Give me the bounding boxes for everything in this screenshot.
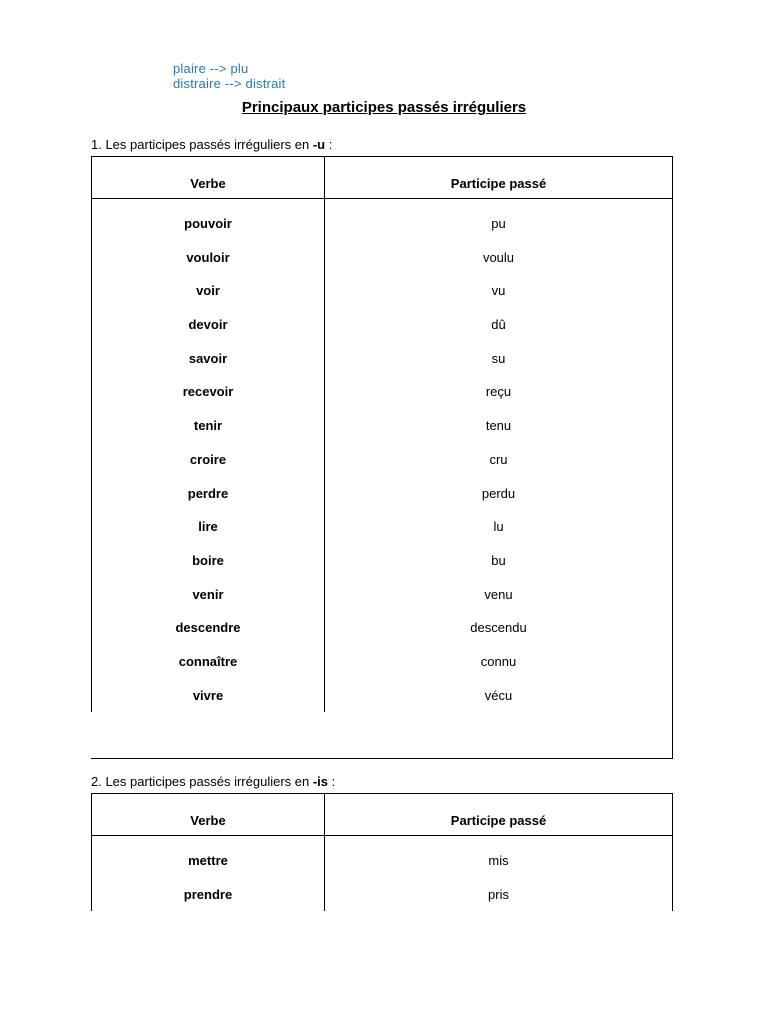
table-body: [92, 836, 672, 912]
participle-cell: connu: [480, 653, 517, 669]
participle-cell: bu: [491, 552, 506, 568]
table-row: [92, 309, 672, 343]
verb-cell: savoir: [188, 350, 228, 366]
header-verbe: Verbe: [190, 176, 226, 191]
table-is-participles: [91, 793, 673, 911]
participle-cell: vécu: [484, 687, 513, 703]
verb-cell: venir: [192, 586, 224, 602]
table-row: [92, 511, 672, 545]
participle-cell: tenu: [485, 418, 512, 434]
verb-cell: perdre: [187, 485, 229, 501]
table-body: [92, 199, 672, 713]
table-header: [92, 157, 672, 199]
table-row: [92, 343, 672, 377]
table-row: [92, 579, 672, 613]
table-row: [92, 208, 672, 242]
participle-cell: pu: [491, 216, 506, 231]
section-1-heading-end: :: [325, 137, 333, 152]
header-participe: Participe passé: [450, 813, 547, 828]
participle-cell: pris: [488, 886, 509, 902]
example-line-plaire: plaire --> plu: [173, 61, 249, 76]
table-row: [92, 680, 672, 714]
participle-cell: reçu: [485, 384, 512, 400]
table-row: [92, 444, 672, 478]
table-row: [92, 545, 672, 579]
table-u-bottom-box: [91, 712, 673, 759]
section-1-heading-suffix: -u: [312, 137, 326, 152]
participle-cell: cru: [489, 451, 508, 467]
table-row: [92, 646, 672, 680]
participle-cell: venu: [484, 586, 513, 602]
participle-cell: lu: [493, 519, 504, 535]
participle-cell: vu: [491, 283, 506, 299]
table-u-participles: [91, 156, 673, 712]
participle-cell: dû: [491, 317, 506, 333]
table-row: [92, 612, 672, 646]
example-line-distraire: distraire --> distrait: [173, 76, 286, 91]
verb-cell: recevoir: [182, 384, 234, 400]
verb-cell: descendre: [175, 620, 241, 636]
verb-cell: devoir: [188, 317, 228, 333]
page-title: Principaux participes passés irréguliers: [241, 99, 527, 116]
section-2-heading-suffix: -is: [312, 774, 329, 789]
table-row: [92, 478, 672, 512]
section-1-heading-text: 1. Les participes passés irréguliers en: [91, 137, 313, 152]
verb-cell: vivre: [192, 687, 224, 703]
participle-cell: voulu: [482, 249, 515, 265]
table-row: [92, 275, 672, 309]
verb-cell: pouvoir: [184, 216, 232, 231]
section-1-heading: [91, 137, 332, 152]
verb-cell: boire: [192, 552, 224, 568]
participle-cell: su: [491, 350, 506, 366]
section-2-heading: [91, 774, 335, 789]
participle-cell: descendu: [470, 620, 527, 636]
table-row: [92, 242, 672, 276]
section-2-heading-text: 2. Les participes passés irréguliers en: [91, 774, 313, 789]
section-2-heading-end: :: [328, 774, 336, 789]
verb-cell: prendre: [183, 886, 233, 902]
verb-cell: mettre: [188, 853, 228, 868]
table-row: [92, 410, 672, 444]
table-row: [92, 879, 672, 913]
verb-cell: voir: [196, 283, 220, 299]
verb-cell: croire: [189, 451, 227, 467]
participle-cell: perdu: [481, 485, 516, 501]
verb-cell: lire: [198, 519, 218, 535]
table-header: [92, 794, 672, 836]
table-row: [92, 376, 672, 410]
header-participe: Participe passé: [450, 176, 547, 191]
table-row: [92, 845, 672, 879]
verb-cell: vouloir: [186, 249, 230, 265]
header-verbe: Verbe: [190, 813, 226, 828]
participle-cell: mis: [488, 853, 509, 868]
verb-cell: tenir: [193, 418, 223, 434]
verb-cell: connaître: [178, 653, 238, 669]
